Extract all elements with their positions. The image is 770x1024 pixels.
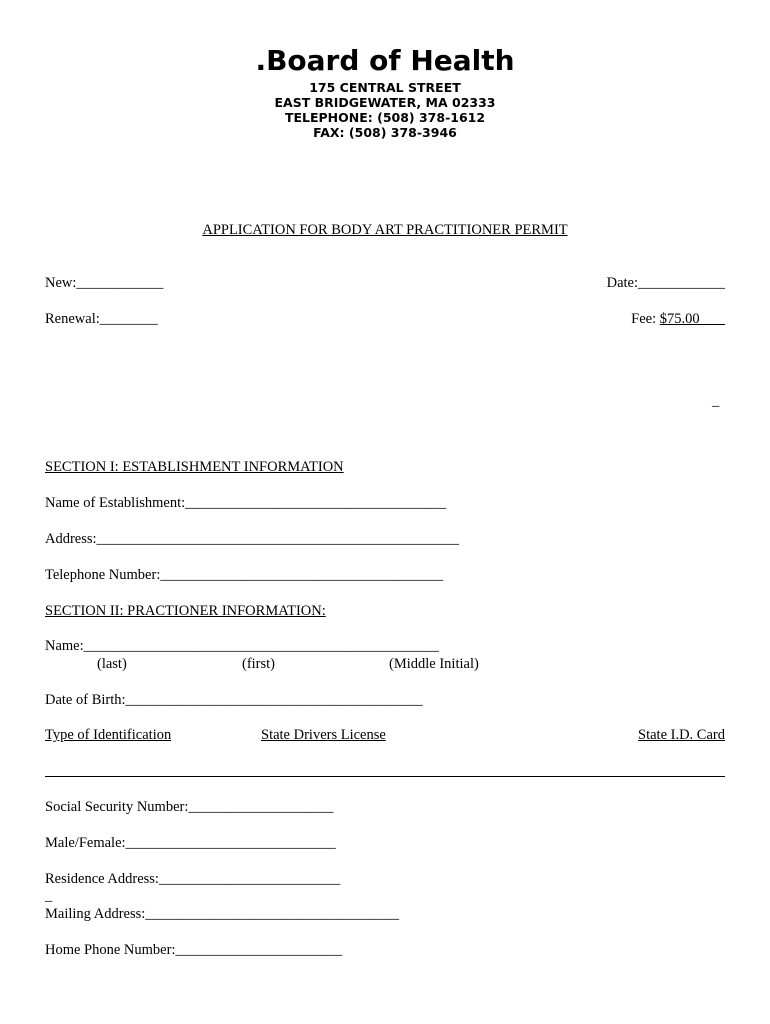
- section-2-heading: SECTION II: PRACTIONER INFORMATION:: [45, 603, 326, 619]
- street-address: 175 CENTRAL STREET: [309, 80, 461, 95]
- date-field[interactable]: Date:____________: [606, 275, 725, 291]
- new-field[interactable]: New:____________: [45, 275, 164, 291]
- board-title: .Board of Health: [255, 44, 515, 77]
- sex-field[interactable]: Male/Female:_____________________________: [45, 835, 336, 851]
- date-of-birth-field[interactable]: Date of Birth:_________________________________________: [45, 692, 423, 708]
- form-title: APPLICATION FOR BODY ART PRACTITIONER PERMIT: [202, 222, 568, 238]
- name-last-caption: (last): [97, 656, 127, 672]
- fee-label: Fee:: [631, 311, 660, 327]
- telephone-line: TELEPHONE: (508) 378-1612: [284, 110, 486, 125]
- residence-address-field[interactable]: Residence Address:_________________________: [45, 871, 341, 887]
- id-drivers-license-option[interactable]: State Drivers License: [261, 727, 386, 743]
- section-1-heading: SECTION I: ESTABLISHMENT INFORMATION: [45, 459, 344, 475]
- name-first-caption: (first): [242, 656, 276, 672]
- name-middle-caption: (Middle Initial): [389, 656, 479, 672]
- stray-mark: _: [712, 393, 720, 409]
- establishment-telephone-field[interactable]: Telephone Number:_______________________________________: [45, 567, 444, 583]
- id-type-label: Type of Identification: [45, 727, 172, 743]
- city-address: EAST BRIDGEWATER, MA 02333: [274, 95, 496, 110]
- establishment-name-field[interactable]: Name of Establishment:____________________________________: [45, 495, 447, 511]
- practitioner-name-field[interactable]: Name:_________________________________________________: [45, 638, 439, 654]
- fee-value: $75.00: [659, 311, 725, 327]
- establishment-address-field[interactable]: Address:__________________________________________________: [45, 531, 460, 547]
- ssn-field[interactable]: Social Security Number:____________________: [45, 799, 334, 815]
- mailing-address-field[interactable]: Mailing Address:___________________________________: [45, 906, 400, 922]
- renewal-field[interactable]: Renewal:________: [45, 311, 158, 327]
- fax-line: FAX: (508) 378-3946: [313, 125, 457, 140]
- stray-mark-2: _: [45, 888, 53, 904]
- id-state-card-option[interactable]: State I.D. Card: [638, 727, 725, 743]
- fee-field: [631, 310, 725, 328]
- home-phone-field[interactable]: Home Phone Number:_______________________: [45, 942, 343, 958]
- identification-rule: [45, 776, 725, 777]
